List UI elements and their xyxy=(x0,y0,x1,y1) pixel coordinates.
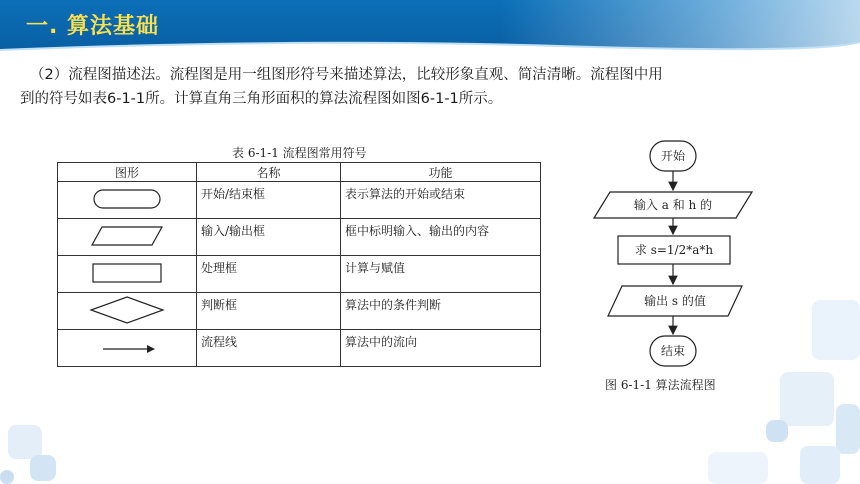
table-cell-function: 表示算法的开始或结束 xyxy=(341,182,541,219)
table-cell-function: 计算与赋值 xyxy=(341,256,541,293)
table-row xyxy=(58,293,541,330)
input-node-label: 输入 a 和 h 的 xyxy=(633,198,713,212)
intro-paragraph xyxy=(20,63,830,111)
table-cell-name: 判断框 xyxy=(197,293,341,330)
output-node-label: 输出 s 的值 xyxy=(644,294,706,308)
decor-square xyxy=(780,372,834,426)
table-header-shape: 图形 xyxy=(58,163,197,182)
flowchart-caption: 图 6-1-1 算法流程图 xyxy=(605,378,716,392)
table-row xyxy=(58,182,541,219)
start-node-label: 开始 xyxy=(660,149,686,163)
decor-square xyxy=(0,470,14,484)
io-shape-cell xyxy=(58,219,197,256)
table-cell-function: 算法中的条件判断 xyxy=(341,293,541,330)
table-row xyxy=(58,219,541,256)
decor-square xyxy=(708,452,768,484)
flowchart-symbols-table xyxy=(57,162,541,367)
table-header-row xyxy=(58,163,541,182)
decision-shape-cell xyxy=(58,293,197,330)
table-row xyxy=(58,330,541,367)
table-row xyxy=(58,256,541,293)
decor-square xyxy=(766,420,788,442)
paragraph-line-2: 到的符号如表6-1-1所。计算直角三角形面积的算法流程图如图6-1-1所示。 xyxy=(20,91,503,107)
table-cell-name: 开始/结束框 xyxy=(197,182,341,219)
decor-square xyxy=(30,455,56,481)
table-caption: 表 6-1-1 流程图常用符号 xyxy=(232,146,367,160)
process-shape-cell xyxy=(58,256,197,293)
table-cell-function: 算法中的流向 xyxy=(341,330,541,367)
process-shape-icon xyxy=(91,261,163,285)
table-cell-name: 流程线 xyxy=(197,330,341,367)
arrow-right-icon xyxy=(97,337,157,357)
process-node-label: 求 s=1/2*a*h xyxy=(634,243,714,257)
table-cell-name: 处理框 xyxy=(197,256,341,293)
terminal-shape-icon xyxy=(92,187,162,211)
page-title: 一. 算法基础 xyxy=(26,14,160,39)
end-node-label: 结束 xyxy=(660,344,686,358)
paragraph-line-1: （2）流程图描述法。流程图是用一组图形符号来描述算法，比较形象直观、简洁清晰。流程图中用 xyxy=(30,67,663,83)
decor-square xyxy=(800,446,840,484)
algorithm-flowchart xyxy=(588,138,758,398)
decor-square xyxy=(836,404,860,454)
header-swoosh xyxy=(0,38,860,58)
flowline-shape-cell xyxy=(58,330,197,367)
terminal-shape-cell xyxy=(58,182,197,219)
decision-shape-icon xyxy=(89,295,165,325)
table-header-name: 名称 xyxy=(197,163,341,182)
table-cell-name: 输入/输出框 xyxy=(197,219,341,256)
decor-square xyxy=(812,300,860,360)
io-shape-icon xyxy=(90,224,164,248)
decor-square xyxy=(8,425,42,459)
table-cell-function: 框中标明输入、输出的内容 xyxy=(341,219,541,256)
table-header-function: 功能 xyxy=(341,163,541,182)
